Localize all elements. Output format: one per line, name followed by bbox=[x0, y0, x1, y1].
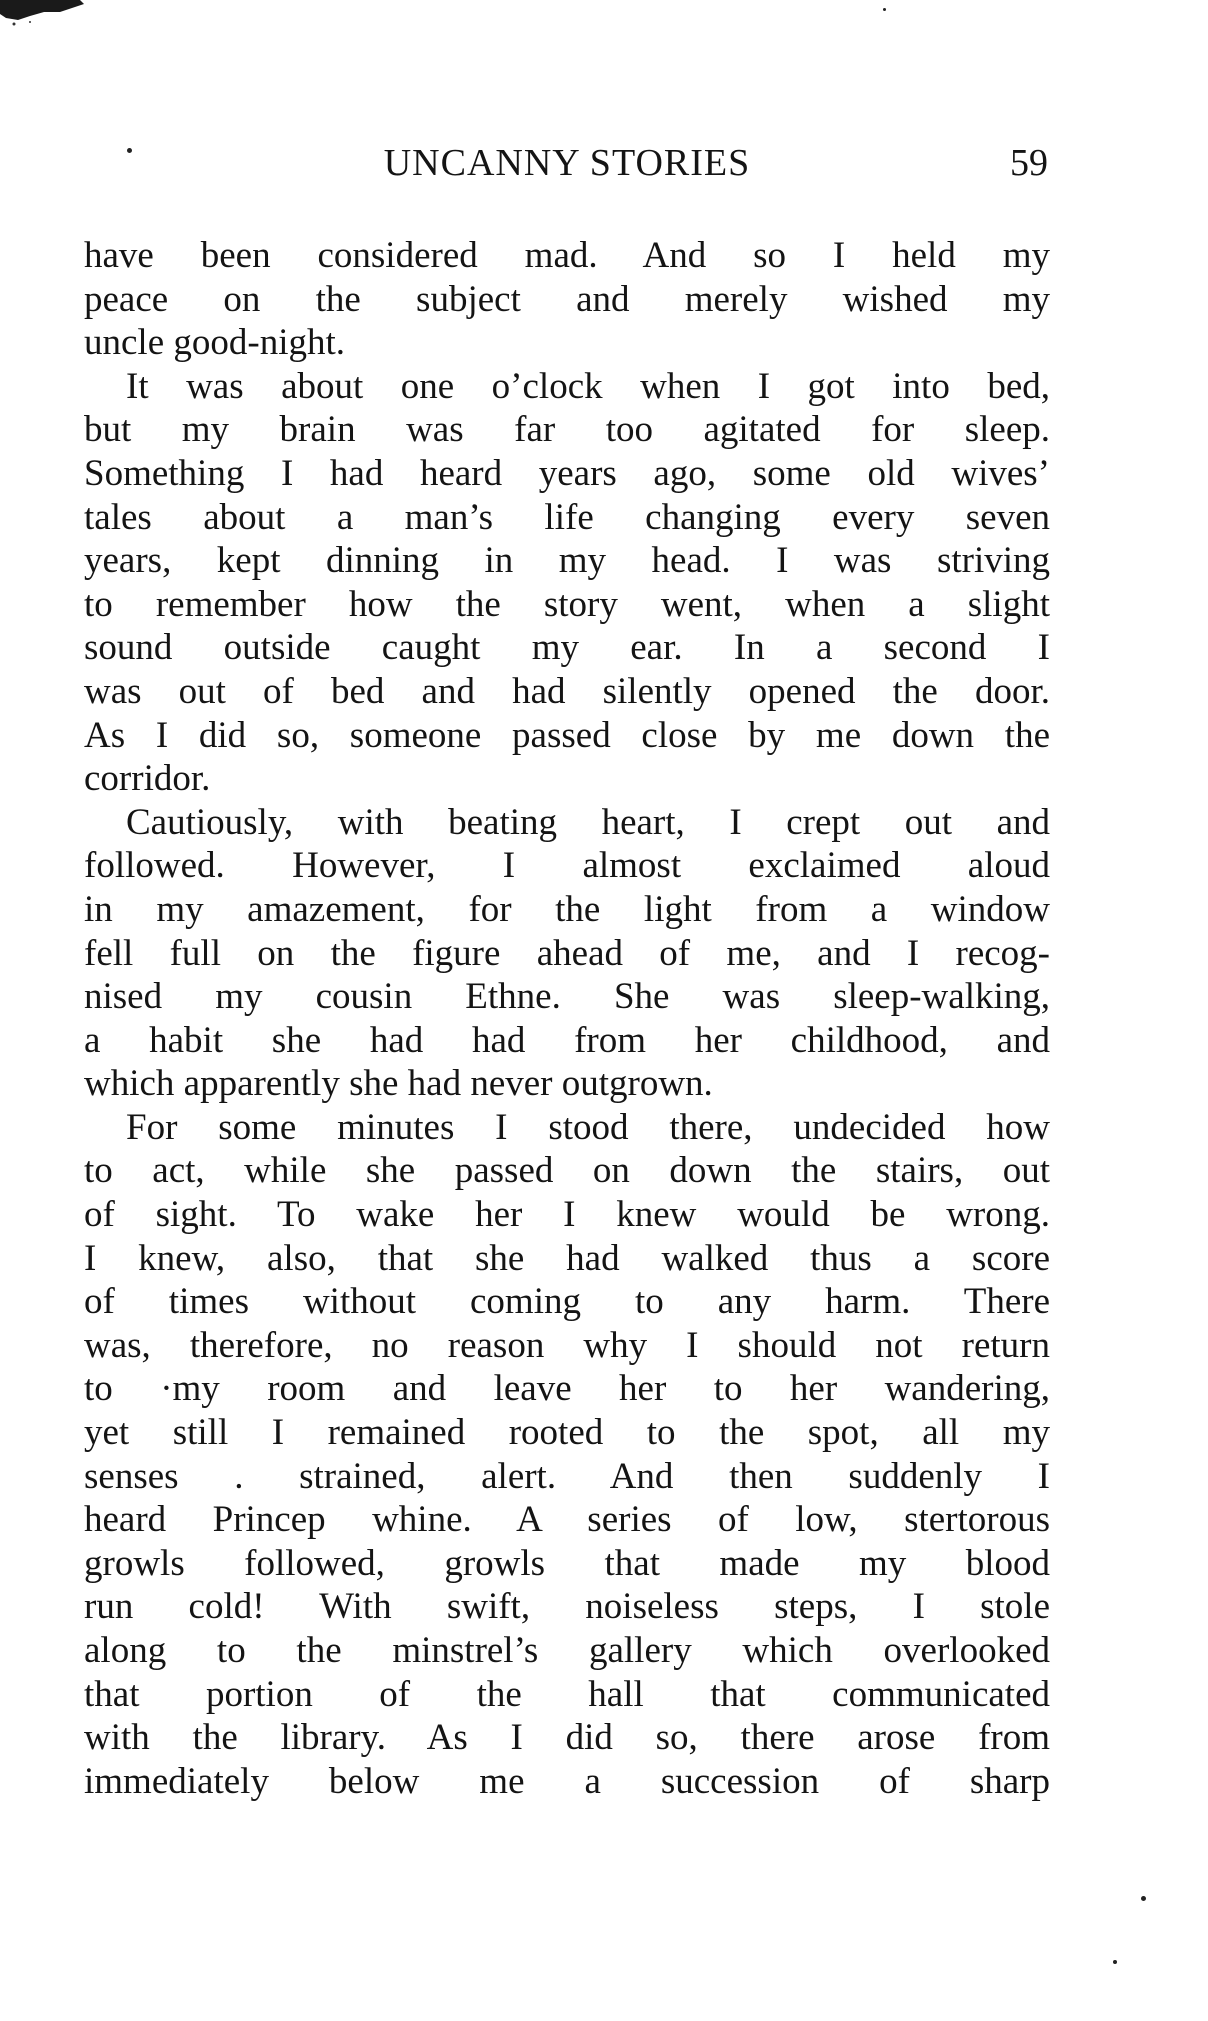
text-line: that portion of the hall that communicated bbox=[84, 1673, 1050, 1715]
text-line: heard Princep whine. A series of low, stertorous bbox=[84, 1499, 1050, 1541]
text-line: fell full on the figure ahead of me, and I recog- bbox=[84, 932, 1050, 974]
text-line: was, therefore, no reason why I should not return bbox=[84, 1324, 1050, 1366]
text-line: but my brain was far too agitated for sleep. bbox=[84, 409, 1050, 451]
ink-blot-decoration bbox=[0, 0, 86, 28]
text-line: which apparently she had never outgrown. bbox=[84, 1063, 713, 1105]
text-line: nised my cousin Ethne. She was sleep-walking, bbox=[84, 976, 1050, 1018]
text-line: corridor. bbox=[84, 758, 211, 800]
text-line: have been considered mad. And so I held my bbox=[84, 235, 1050, 276]
body-text bbox=[84, 234, 1050, 1803]
text-line: with the library. As I did so, there arose from bbox=[84, 1717, 1050, 1759]
text-line: tales about a man’s life changing every seven bbox=[84, 496, 1050, 538]
text-line: was out of bed and had silently opened the door. bbox=[84, 670, 1050, 712]
text-line: Cautiously, with beating heart, I crept out and bbox=[126, 801, 1050, 843]
text-line: to act, while she passed on down the stairs, out bbox=[84, 1150, 1050, 1192]
text-line: along to the minstrel’s gallery which overlooked bbox=[84, 1630, 1050, 1671]
text-line: run cold! With swift, noiseless steps, I stole bbox=[84, 1586, 1050, 1628]
text-line: uncle good-night. bbox=[84, 322, 346, 364]
text-line: I knew, also, that she had walked thus a score bbox=[84, 1237, 1050, 1279]
text-line: of sight. To wake her I knew would be wrong. bbox=[84, 1194, 1050, 1236]
text-line: years, kept dinning in my head. I was striving bbox=[84, 540, 1050, 582]
page-header bbox=[86, 138, 1048, 188]
page-number: 59 bbox=[1010, 142, 1048, 184]
text-line: followed. However, I almost exclaimed aloud bbox=[84, 845, 1050, 887]
text-line: yet still I remained rooted to the spot, all my bbox=[84, 1412, 1050, 1454]
text-line: immediately below me a succession of sharp bbox=[84, 1760, 1050, 1802]
ink-speck bbox=[883, 8, 886, 11]
text-line: to remember how the story went, when a slight bbox=[84, 583, 1050, 625]
text-line: a habit she had had from her childhood, and bbox=[84, 1019, 1050, 1061]
ink-speck bbox=[1113, 1960, 1117, 1964]
text-line: For some minutes I stood there, undecided how bbox=[126, 1106, 1050, 1148]
ink-speck bbox=[1141, 1896, 1146, 1901]
running-title: UNCANNY STORIES bbox=[383, 142, 751, 184]
text-line: peace on the subject and merely wished my bbox=[84, 278, 1050, 320]
text-line: to ·my room and leave her to her wandering, bbox=[84, 1368, 1050, 1410]
text-line: senses . strained, alert. And then suddenly I bbox=[84, 1455, 1050, 1497]
text-line: Something I had heard years ago, some old wives’ bbox=[84, 452, 1050, 494]
text-line: of times without coming to any harm. There bbox=[84, 1281, 1050, 1323]
text-line: As I did so, someone passed close by me down the bbox=[84, 714, 1050, 756]
text-line: It was about one o’clock when I got into bed, bbox=[126, 365, 1050, 407]
text-line: sound outside caught my ear. In a second I bbox=[84, 627, 1050, 669]
text-line: in my amazement, for the light from a window bbox=[84, 888, 1050, 930]
text-line: growls followed, growls that made my blood bbox=[84, 1542, 1050, 1584]
